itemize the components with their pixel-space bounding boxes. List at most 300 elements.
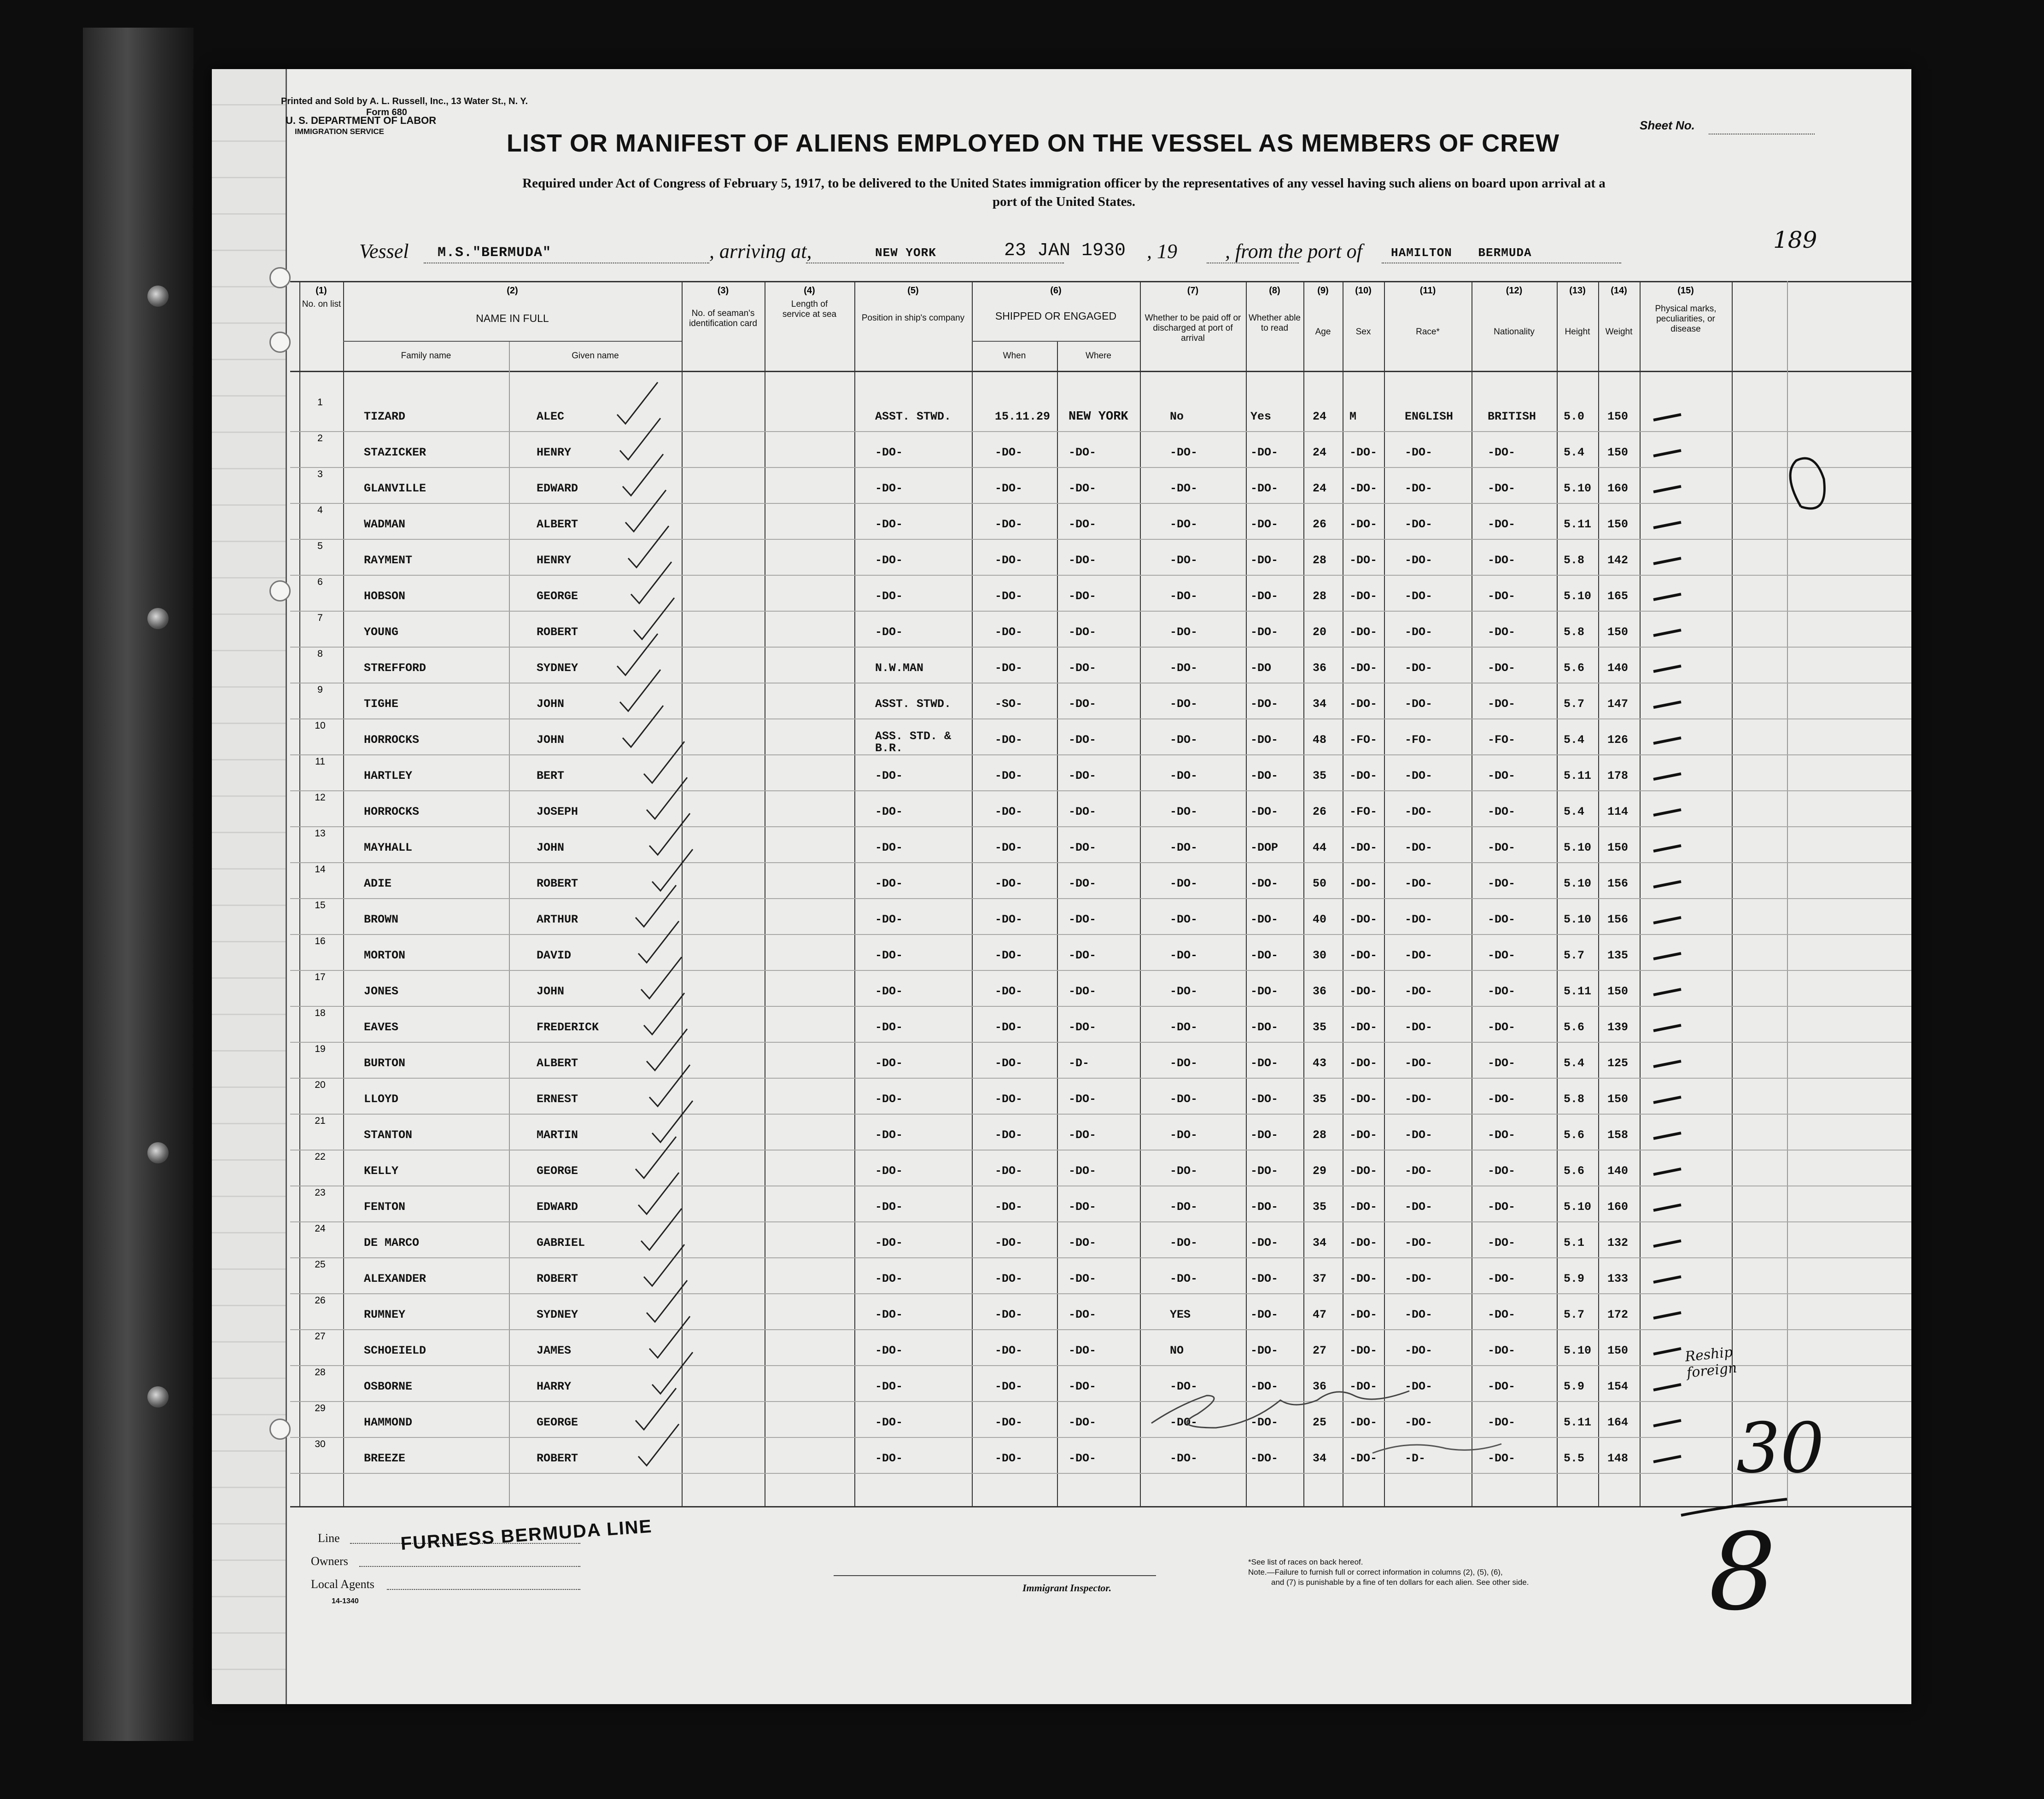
given-name-cell: JOHN	[537, 985, 565, 998]
height-cell: 5.7	[1564, 697, 1585, 711]
able-to-read-cell: -DO-	[1250, 913, 1279, 926]
family-name-cell: YOUNG	[364, 625, 399, 639]
given-name-cell: ALEC	[537, 410, 565, 423]
family-name-cell: BROWN	[364, 913, 399, 926]
age-cell: 36	[1313, 661, 1327, 675]
margin-circle-mark	[1790, 458, 1824, 508]
given-name-cell: ROBERT	[537, 1452, 578, 1465]
weight-cell: 126	[1607, 733, 1629, 747]
shipped-where-cell: -DO-	[1069, 733, 1097, 747]
race-cell: -DO-	[1405, 841, 1433, 854]
footer-owners-label: Owners	[311, 1554, 348, 1568]
weight-cell: 158	[1607, 1128, 1629, 1142]
row-number: 2	[317, 433, 323, 444]
paid-off-cell: -DO-	[1170, 985, 1198, 998]
sex-cell: -DO-	[1349, 1344, 1378, 1357]
row-number: 11	[315, 756, 325, 767]
position-cell: ASS. STD. & B.R.	[875, 730, 952, 755]
row-number: 19	[315, 1044, 326, 1054]
nationality-cell: -DO-	[1488, 1308, 1516, 1321]
sex-cell: -DO-	[1349, 1272, 1378, 1285]
shipped-where-cell: -DO-	[1069, 554, 1097, 567]
height-cell: 5.4	[1564, 805, 1585, 818]
position-cell: -DO-	[875, 985, 903, 998]
shipped-when-cell: -DO-	[995, 554, 1023, 567]
weight-cell: 160	[1607, 1200, 1629, 1214]
able-to-read-cell: -DO-	[1250, 1272, 1279, 1285]
paid-off-cell: -DO-	[1170, 1416, 1198, 1429]
col-num-4: (4)	[804, 286, 815, 296]
shipped-where-cell: -DO-	[1069, 1272, 1097, 1285]
age-cell: 29	[1313, 1164, 1327, 1178]
family-name-cell: MORTON	[364, 949, 406, 962]
shipped-where-cell: -DO-	[1069, 841, 1097, 854]
weight-cell: 154	[1607, 1380, 1629, 1393]
able-to-read-cell: -DO-	[1250, 877, 1279, 890]
age-cell: 28	[1313, 554, 1327, 567]
shipped-where-cell: -DO-	[1069, 1236, 1097, 1250]
shipped-where-cell: -DO-	[1069, 625, 1097, 639]
position-cell: -DO-	[875, 1416, 903, 1429]
shipped-where-cell: -D-	[1069, 1057, 1090, 1070]
position-cell: N.W.MAN	[875, 661, 924, 675]
paid-off-cell: -DO-	[1170, 1057, 1198, 1070]
shipped-when-cell: -DO-	[995, 769, 1023, 783]
sex-cell: -DO-	[1349, 482, 1378, 495]
row-number: 1	[317, 397, 323, 408]
position-cell: -DO-	[875, 1128, 903, 1142]
nationality-cell: -DO-	[1488, 518, 1516, 531]
shipped-when-cell: -DO-	[995, 625, 1023, 639]
footer-note-penalty-1: Note.—Failure to furnish full or correct information in columns (2), (5), (6),	[1248, 1568, 1503, 1577]
able-to-read-cell: -DO	[1250, 661, 1272, 675]
footer-line-label: Line	[318, 1531, 340, 1545]
paid-off-cell: -DO-	[1170, 446, 1198, 459]
handwritten-total: 30	[1736, 1408, 1824, 1489]
col-head-marks: Physical marks, peculiarities, or disease	[1655, 304, 1717, 334]
sex-cell: -DO-	[1349, 1236, 1378, 1250]
paid-off-cell: YES	[1170, 1308, 1191, 1321]
shipped-where-cell: -DO-	[1069, 1308, 1097, 1321]
given-name-cell: ALBERT	[537, 518, 578, 531]
weight-cell: 156	[1607, 877, 1629, 890]
col-num-2: (2)	[507, 286, 518, 296]
race-cell: -DO-	[1405, 949, 1433, 962]
age-cell: 34	[1313, 1236, 1327, 1250]
age-cell: 34	[1313, 1452, 1327, 1465]
shipped-when-cell: -DO-	[995, 1164, 1023, 1178]
row-number: 7	[317, 613, 323, 623]
height-cell: 5.1	[1564, 1236, 1585, 1250]
shipped-where-cell: -DO-	[1069, 590, 1097, 603]
row-number: 24	[315, 1223, 326, 1234]
row-number: 26	[315, 1295, 326, 1306]
sex-cell: -DO-	[1349, 661, 1378, 675]
height-cell: 5.0	[1564, 410, 1585, 423]
shipped-where-cell: -DO-	[1069, 805, 1097, 818]
shipped-when-cell: -DO-	[995, 733, 1023, 747]
able-to-read-cell: -DO-	[1250, 518, 1279, 531]
position-cell: -DO-	[875, 446, 903, 459]
weight-cell: 150	[1607, 985, 1629, 998]
nationality-cell: -DO-	[1488, 985, 1516, 998]
shipped-where-cell: -DO-	[1069, 518, 1097, 531]
nationality-cell: -DO-	[1488, 1236, 1516, 1250]
paid-off-cell: No	[1170, 410, 1184, 423]
height-cell: 5.6	[1564, 1021, 1585, 1034]
position-cell: ASST. STWD.	[875, 410, 952, 423]
able-to-read-cell: -DO-	[1250, 1452, 1279, 1465]
col-head-age: Age	[1315, 327, 1331, 337]
paid-off-cell: NO	[1170, 1344, 1184, 1357]
height-cell: 5.4	[1564, 1057, 1585, 1070]
race-cell: -FO-	[1405, 733, 1433, 747]
given-name-cell: ERNEST	[537, 1092, 578, 1106]
weight-cell: 142	[1607, 554, 1629, 567]
vessel-name: M.S."BERMUDA"	[438, 245, 552, 261]
shipped-where-cell: -DO-	[1069, 985, 1097, 998]
age-cell: 40	[1313, 913, 1327, 926]
sheet-number-label: Sheet No.	[1640, 118, 1695, 132]
arrival-date: 23 JAN 1930	[1004, 240, 1126, 261]
row-number: 9	[317, 684, 323, 695]
nationality-cell: -DO-	[1488, 913, 1516, 926]
able-to-read-cell: -DO-	[1250, 1164, 1279, 1178]
requirement-line-1: Required under Act of Congress of February 5, 1917, to be delivered to the United States immigration officer by the representatives of any vessel having such aliens on board upon arrival at a	[522, 176, 1606, 191]
height-cell: 5.6	[1564, 661, 1585, 675]
race-cell: ENGLISH	[1405, 410, 1454, 423]
sex-cell: -DO-	[1349, 625, 1378, 639]
weight-cell: 165	[1607, 590, 1629, 603]
position-cell: -DO-	[875, 1021, 903, 1034]
position-cell: -DO-	[875, 1164, 903, 1178]
race-cell: -DO-	[1405, 1416, 1433, 1429]
height-cell: 5.8	[1564, 1092, 1585, 1106]
shipped-when-cell: -DO-	[995, 1021, 1023, 1034]
sex-cell: -DO-	[1349, 841, 1378, 854]
age-cell: 25	[1313, 1416, 1327, 1429]
sex-cell: -DO-	[1349, 590, 1378, 603]
from-port-label: , from the port of	[1225, 240, 1362, 263]
race-cell: -DO-	[1405, 1128, 1433, 1142]
able-to-read-cell: -DO-	[1250, 697, 1279, 711]
shipped-when-cell: -DO-	[995, 1236, 1023, 1250]
weight-cell: 140	[1607, 1164, 1629, 1178]
shipped-where-cell: -DO-	[1069, 482, 1097, 495]
given-name-cell: HENRY	[537, 554, 572, 567]
race-cell: -DO-	[1405, 1057, 1433, 1070]
given-name-cell: GEORGE	[537, 1416, 578, 1429]
height-cell: 5.6	[1564, 1164, 1585, 1178]
sex-cell: -DO-	[1349, 769, 1378, 783]
row-number: 13	[315, 828, 326, 839]
inspector-signature-tail	[1372, 1444, 1501, 1453]
nationality-cell: -DO-	[1488, 1380, 1516, 1393]
race-cell: -DO-	[1405, 805, 1433, 818]
nationality-cell: -DO-	[1488, 446, 1516, 459]
paid-off-cell: -DO-	[1170, 1380, 1198, 1393]
position-cell: -DO-	[875, 1057, 903, 1070]
nationality-cell: -DO-	[1488, 590, 1516, 603]
manifest-sheet	[212, 69, 1911, 1704]
shipped-where-cell: -DO-	[1069, 1380, 1097, 1393]
age-cell: 27	[1313, 1344, 1327, 1357]
race-cell: -DO-	[1405, 590, 1433, 603]
shipped-where-cell: -DO-	[1069, 697, 1097, 711]
weight-cell: 150	[1607, 518, 1629, 531]
weight-cell: 139	[1607, 1021, 1629, 1034]
given-name-cell: ARTHUR	[537, 913, 578, 926]
age-cell: 26	[1313, 518, 1327, 531]
able-to-read-cell: -DO-	[1250, 1092, 1279, 1106]
family-name-cell: STREFFORD	[364, 661, 426, 675]
age-cell: 48	[1313, 733, 1327, 747]
able-to-read-cell: -DO-	[1250, 805, 1279, 818]
able-to-read-cell: -DO-	[1250, 985, 1279, 998]
paid-off-cell: -DO-	[1170, 1236, 1198, 1250]
paid-off-cell: -DO-	[1170, 1200, 1198, 1214]
shipped-where-cell: -DO-	[1069, 769, 1097, 783]
height-cell: 5.11	[1564, 985, 1592, 998]
nationality-cell: -DO-	[1488, 1164, 1516, 1178]
row-number: 3	[317, 469, 323, 479]
position-cell: -DO-	[875, 554, 903, 567]
col-head-service: Length of service at sea	[782, 299, 837, 319]
nationality-cell: -FO-	[1488, 733, 1516, 747]
sex-cell: -DO-	[1349, 1452, 1378, 1465]
shipped-when-cell: -DO-	[995, 446, 1023, 459]
sex-cell: -DO-	[1349, 1308, 1378, 1321]
shipped-when-cell: -DO-	[995, 985, 1023, 998]
race-cell: -DO-	[1405, 1092, 1433, 1106]
height-cell: 5.8	[1564, 554, 1585, 567]
col-num-6: (6)	[1050, 286, 1062, 296]
race-cell: -DO-	[1405, 1021, 1433, 1034]
weight-cell: 150	[1607, 1344, 1629, 1357]
binder-spine	[83, 28, 193, 1741]
subhead-where: Where	[1086, 351, 1111, 361]
position-cell: -DO-	[875, 1092, 903, 1106]
nationality-cell: -DO-	[1488, 1128, 1516, 1142]
row-number: 29	[315, 1403, 326, 1414]
inspector-label: Immigrant Inspector.	[1022, 1582, 1112, 1594]
given-name-cell: DAVID	[537, 949, 572, 962]
row-number: 25	[315, 1259, 326, 1270]
age-cell: 34	[1313, 697, 1327, 711]
shipped-when-cell: -DO-	[995, 1092, 1023, 1106]
family-name-cell: HORROCKS	[364, 805, 420, 818]
able-to-read-cell: -DO-	[1250, 949, 1279, 962]
paid-off-cell: -DO-	[1170, 805, 1198, 818]
race-cell: -DO-	[1405, 913, 1433, 926]
family-name-cell: HARTLEY	[364, 769, 413, 783]
race-cell: -DO-	[1405, 625, 1433, 639]
col-head-nationality: Nationality	[1494, 327, 1535, 337]
binder-rivet	[147, 608, 169, 629]
height-cell: 5.5	[1564, 1452, 1585, 1465]
col-num-1: (1)	[315, 286, 327, 296]
col-head-id-card: No. of seaman's identification card	[689, 309, 757, 328]
row-number: 12	[315, 792, 326, 803]
given-name-cell: EDWARD	[537, 482, 578, 495]
family-name-cell: HORROCKS	[364, 733, 420, 747]
race-cell: -DO-	[1405, 877, 1433, 890]
nationality-cell: -DO-	[1488, 1021, 1516, 1034]
row-number: 30	[315, 1439, 326, 1449]
able-to-read-cell: -DO-	[1250, 1380, 1279, 1393]
weight-cell: 140	[1607, 661, 1629, 675]
col-num-11: (11)	[1419, 286, 1436, 296]
height-cell: 5.4	[1564, 733, 1585, 747]
position-cell: -DO-	[875, 877, 903, 890]
shipped-where-cell: -DO-	[1069, 1416, 1097, 1429]
arriving-label: , arriving at,	[709, 240, 812, 263]
age-cell: 24	[1313, 446, 1327, 459]
footer-note-penalty-2: and (7) is punishable by a fine of ten dollars for each alien. See other side.	[1271, 1578, 1529, 1587]
shipped-when-cell: -DO-	[995, 1416, 1023, 1429]
family-name-cell: TIGHE	[364, 697, 399, 711]
sex-cell: -DO-	[1349, 1416, 1378, 1429]
family-name-cell: BURTON	[364, 1057, 406, 1070]
nationality-cell: BRITISH	[1488, 410, 1536, 423]
family-name-cell: RUMNEY	[364, 1308, 406, 1321]
shipped-when-cell: -DO-	[995, 877, 1023, 890]
shipped-when-cell: -DO-	[995, 1200, 1023, 1214]
shipped-where-cell: NEW YORK	[1069, 410, 1128, 424]
nationality-cell: -DO-	[1488, 1200, 1516, 1214]
family-name-cell: MAYHALL	[364, 841, 413, 854]
able-to-read-cell: -DO-	[1250, 625, 1279, 639]
shipped-where-cell: -DO-	[1069, 1344, 1097, 1357]
position-cell: -DO-	[875, 1272, 903, 1285]
paid-off-cell: -DO-	[1170, 1092, 1198, 1106]
row-number: 14	[315, 864, 326, 875]
position-cell: -DO-	[875, 590, 903, 603]
race-cell: -DO-	[1405, 518, 1433, 531]
able-to-read-cell: -DO-	[1250, 769, 1279, 783]
handwritten-strokes	[212, 69, 1911, 1704]
able-to-read-cell: -DO-	[1250, 1344, 1279, 1357]
col-head-name: NAME IN FULL	[476, 312, 549, 324]
height-cell: 5.10	[1564, 1344, 1592, 1357]
position-cell: -DO-	[875, 1344, 903, 1357]
race-cell: -DO-	[1405, 1344, 1433, 1357]
row-number: 22	[315, 1151, 326, 1162]
nationality-cell: -DO-	[1488, 1272, 1516, 1285]
col-num-7: (7)	[1187, 286, 1199, 296]
age-cell: 28	[1313, 1128, 1327, 1142]
able-to-read-cell: -DO-	[1250, 554, 1279, 567]
vessel-label: Vessel	[359, 240, 409, 263]
row-number: 21	[315, 1116, 326, 1126]
given-name-cell: HARRY	[537, 1380, 572, 1393]
able-to-read-cell: -DO-	[1250, 1308, 1279, 1321]
col-num-3: (3)	[717, 286, 729, 296]
age-cell: 35	[1313, 1021, 1327, 1034]
weight-cell: 156	[1607, 913, 1629, 926]
col-head-no: No. on list	[302, 299, 341, 309]
position-cell: -DO-	[875, 518, 903, 531]
weight-cell: 172	[1607, 1308, 1629, 1321]
given-name-cell: GEORGE	[537, 1164, 578, 1178]
shipped-where-cell: -DO-	[1069, 913, 1097, 926]
given-name-cell: JOHN	[537, 697, 565, 711]
family-name-cell: RAYMENT	[364, 554, 413, 567]
given-name-cell: JOHN	[537, 733, 565, 747]
paid-off-cell: -DO-	[1170, 1021, 1198, 1034]
shipped-when-cell: -DO-	[995, 518, 1023, 531]
age-cell: 36	[1313, 1380, 1327, 1393]
height-cell: 5.10	[1564, 913, 1592, 926]
age-cell: 20	[1313, 625, 1327, 639]
shipped-where-cell: -DO-	[1069, 949, 1097, 962]
nationality-cell: -DO-	[1488, 841, 1516, 854]
age-cell: 44	[1313, 841, 1327, 854]
age-cell: 35	[1313, 1092, 1327, 1106]
weight-cell: 160	[1607, 482, 1629, 495]
given-name-cell: MARTIN	[537, 1128, 578, 1142]
weight-cell: 178	[1607, 769, 1629, 783]
position-cell: -DO-	[875, 1380, 903, 1393]
family-name-cell: OSBORNE	[364, 1380, 413, 1393]
weight-cell: 135	[1607, 949, 1629, 962]
height-cell: 5.10	[1564, 482, 1592, 495]
given-name-cell: FREDERICK	[537, 1021, 599, 1034]
sex-cell: -DO-	[1349, 1380, 1378, 1393]
printer-line: Printed and Sold by A. L. Russell, Inc., 13 Water St., N. Y.	[281, 96, 528, 106]
shipped-where-cell: -DO-	[1069, 1092, 1097, 1106]
footer-note-races: *See list of races on back hereof.	[1248, 1558, 1363, 1566]
service-name: IMMIGRATION SERVICE	[295, 127, 384, 136]
paid-off-cell: -DO-	[1170, 841, 1198, 854]
weight-cell: 132	[1607, 1236, 1629, 1250]
height-cell: 5.11	[1564, 518, 1592, 531]
weight-cell: 114	[1607, 805, 1629, 818]
family-name-cell: FENTON	[364, 1200, 406, 1214]
family-name-cell: LLOYD	[364, 1092, 399, 1106]
sex-cell: -DO-	[1349, 949, 1378, 962]
shipped-when-cell: -DO-	[995, 805, 1023, 818]
family-name-cell: STANTON	[364, 1128, 413, 1142]
nationality-cell: -DO-	[1488, 1452, 1516, 1465]
sex-cell: -DO-	[1349, 1021, 1378, 1034]
height-cell: 5.9	[1564, 1272, 1585, 1285]
height-cell: 5.10	[1564, 1200, 1592, 1214]
paid-off-cell: -DO-	[1170, 1272, 1198, 1285]
col-head-shipped: SHIPPED OR ENGAGED	[995, 310, 1117, 322]
col-head-position: Position in ship's company	[861, 313, 965, 323]
binder-rivet	[147, 1386, 169, 1408]
race-cell: -DO-	[1405, 1308, 1433, 1321]
given-name-cell: ALBERT	[537, 1057, 578, 1070]
sex-cell: -DO-	[1349, 554, 1378, 567]
page-title: LIST OR MANIFEST OF ALIENS EMPLOYED ON THE VESSEL AS MEMBERS OF CREW	[507, 129, 1560, 157]
given-name-cell: JOHN	[537, 841, 565, 854]
row-number: 23	[315, 1187, 326, 1198]
furness-bermuda-line-stamp: FURNESS BERMUDA LINE	[400, 1516, 653, 1554]
height-cell: 5.11	[1564, 1416, 1592, 1429]
family-name-cell: WADMAN	[364, 518, 406, 531]
height-cell: 5.10	[1564, 590, 1592, 603]
row-number: 4	[317, 505, 323, 515]
sex-cell: -DO-	[1349, 697, 1378, 711]
family-name-cell: STAZICKER	[364, 446, 426, 459]
col-head-weight: Weight	[1605, 327, 1633, 337]
footer-form-code: 14-1340	[332, 1597, 359, 1605]
family-name-cell: HOBSON	[364, 590, 406, 603]
paid-off-cell: -DO-	[1170, 1128, 1198, 1142]
shipped-when-cell: -DO-	[995, 661, 1023, 675]
